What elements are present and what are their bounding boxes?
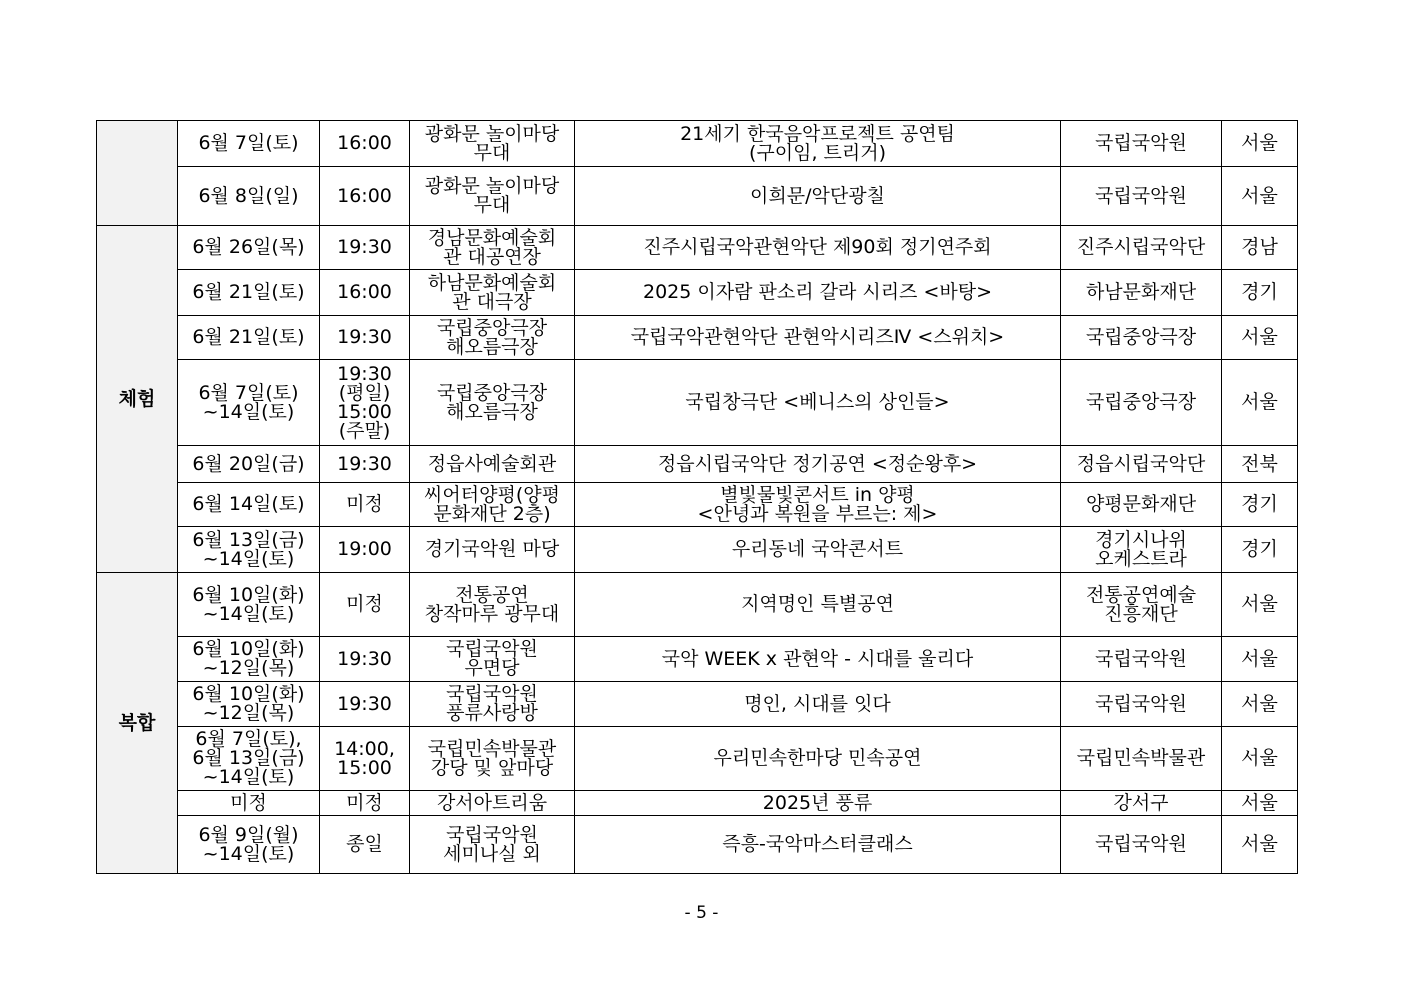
table-row <box>97 360 1298 446</box>
cell-line: (구이임, 트리거) <box>748 141 887 164</box>
cell-line: 무대 <box>473 141 511 164</box>
date-cell <box>178 527 320 573</box>
title-cell <box>575 483 1061 527</box>
title-cell <box>575 270 1061 316</box>
cell-line: 정읍시립국악단 <box>1076 452 1206 475</box>
region-cell: 서울 <box>1222 682 1298 727</box>
organizer-cell <box>1061 791 1222 816</box>
organizer-cell <box>1061 360 1222 446</box>
time-cell <box>320 727 410 791</box>
cell-line: 14:00, <box>334 737 395 760</box>
cell-line: 씨어터양평(양평 <box>424 483 560 506</box>
date-cell <box>178 226 320 270</box>
cell-line: 미정 <box>230 791 267 814</box>
table-row <box>97 727 1298 791</box>
cell-line: 관 대극장 <box>452 290 532 313</box>
cell-line: 6월 21일(토) <box>192 326 305 348</box>
cell-line: 6월 10일(화) <box>192 638 305 660</box>
cell-line: 국립민속박물관 <box>427 737 557 760</box>
cell-line: 19:30 <box>337 326 392 348</box>
time-cell <box>320 573 410 637</box>
date-cell <box>178 483 320 527</box>
cell-line: 하남문화예술회 <box>427 271 557 294</box>
title-cell <box>575 121 1061 167</box>
cell-line: 전통공연예술 <box>1085 583 1197 606</box>
organizer-cell <box>1061 527 1222 573</box>
table-row <box>97 816 1298 874</box>
venue-cell <box>410 637 575 682</box>
date-cell <box>178 446 320 483</box>
cell-line: 19:30 <box>337 452 392 475</box>
cell-line: 창작마루 광무대 <box>424 602 560 625</box>
cell-line: 미정 <box>346 791 383 814</box>
cell-line: (평일) <box>338 381 391 404</box>
organizer-cell <box>1061 816 1222 874</box>
cell-line: 우리민속한마당 민속공연 <box>713 747 922 769</box>
title-cell <box>575 573 1061 637</box>
event-schedule-table <box>96 120 1298 874</box>
cell-line: 국립국악원 <box>446 823 538 846</box>
venue-cell <box>410 527 575 573</box>
table-row <box>97 483 1298 527</box>
venue-cell <box>410 360 575 446</box>
date-cell <box>178 727 320 791</box>
venue-cell <box>410 682 575 727</box>
time-cell <box>320 637 410 682</box>
cell-line: 진주시립국악단 <box>1076 236 1206 258</box>
venue-cell <box>410 791 575 816</box>
cell-line: 강서구 <box>1113 791 1169 814</box>
time-cell <box>320 682 410 727</box>
venue-cell <box>410 270 575 316</box>
region-cell: 서울 <box>1222 167 1298 226</box>
time-cell <box>320 270 410 316</box>
cell-line: 즉흥-국악마스터클래스 <box>722 833 913 855</box>
title-cell <box>575 682 1061 727</box>
cell-line: ~14일(토) <box>202 766 295 788</box>
organizer-cell <box>1061 270 1222 316</box>
cell-line: 명인, 시대를 잇다 <box>744 692 891 715</box>
title-cell <box>575 527 1061 573</box>
time-cell <box>320 360 410 446</box>
organizer-cell <box>1061 226 1222 270</box>
cell-line: ~14일(토) <box>202 400 295 423</box>
region-cell: 서울 <box>1222 121 1298 167</box>
cell-line: 경기국악원 마당 <box>424 538 560 560</box>
table-row <box>97 573 1298 637</box>
region-cell: 서울 <box>1222 791 1298 816</box>
cell-line: 전통공연 <box>455 583 529 606</box>
cell-line: 우리동네 국악콘서트 <box>731 538 904 560</box>
cell-line: 광화문 놀이마당 <box>424 175 560 197</box>
cell-line: 관 대공연장 <box>443 245 541 268</box>
cell-line: 국립중앙극장 <box>1085 391 1197 413</box>
cell-line: 국립국악원 <box>1095 833 1187 855</box>
organizer-cell <box>1061 316 1222 360</box>
cell-line: 6월 10일(화) <box>192 683 305 705</box>
region-cell: 서울 <box>1222 637 1298 682</box>
cell-line: 국립중앙극장 <box>436 316 548 339</box>
cell-line: 세미나실 외 <box>443 842 541 865</box>
date-cell <box>178 637 320 682</box>
cell-line: 6월 7일(토), <box>195 728 302 750</box>
time-cell <box>320 121 410 167</box>
venue-cell <box>410 446 575 483</box>
table-row <box>97 226 1298 270</box>
table-row <box>97 791 1298 816</box>
cell-line: 19:30 <box>337 236 392 258</box>
table-row <box>97 682 1298 727</box>
cell-line: 6월 7일(토) <box>198 132 299 154</box>
cell-line: 국립국악원 <box>1095 132 1187 154</box>
cell-line: (주말) <box>338 419 391 442</box>
cell-line: 국립민속박물관 <box>1076 747 1206 769</box>
cell-line: 경남문화예술회 <box>427 226 557 249</box>
table-row <box>97 527 1298 573</box>
cell-line: 국립국악관현악단 관현악시리즈Ⅳ <스위치> <box>630 326 1005 348</box>
venue-cell <box>410 727 575 791</box>
category-cell: 체험 <box>97 226 178 573</box>
organizer-cell <box>1061 483 1222 527</box>
cell-line: 국립중앙극장 <box>436 381 548 404</box>
venue-cell <box>410 573 575 637</box>
title-cell <box>575 360 1061 446</box>
time-cell <box>320 483 410 527</box>
cell-line: 6월 7일(토) <box>198 381 299 404</box>
time-cell <box>320 167 410 226</box>
cell-line: 6월 9일(월) <box>198 823 299 846</box>
table-body <box>97 121 1298 874</box>
cell-line: 미정 <box>346 593 383 615</box>
title-cell <box>575 816 1061 874</box>
cell-line: ~14일(토) <box>202 842 295 865</box>
date-cell <box>178 816 320 874</box>
title-cell <box>575 226 1061 270</box>
title-cell <box>575 446 1061 483</box>
date-cell <box>178 682 320 727</box>
cell-line: 6월 13일(금) <box>192 747 305 769</box>
cell-line: 진흥재단 <box>1104 602 1178 625</box>
region-cell: 서울 <box>1222 816 1298 874</box>
cell-line: 6월 20일(금) <box>192 452 305 475</box>
table-row <box>97 316 1298 360</box>
venue-cell <box>410 226 575 270</box>
cell-line: 해오름극장 <box>446 335 538 358</box>
cell-line: 16:00 <box>337 281 392 303</box>
date-cell <box>178 167 320 226</box>
cell-line: 이희문/악단광칠 <box>750 184 885 207</box>
time-cell <box>320 316 410 360</box>
cell-line: 19:30 <box>337 647 392 670</box>
page-number: - 5 - <box>684 903 719 923</box>
time-cell <box>320 791 410 816</box>
time-cell <box>320 816 410 874</box>
organizer-cell <box>1061 727 1222 791</box>
cell-line: 정읍시립국악단 정기공연 <정순왕후> <box>657 452 978 475</box>
date-cell <box>178 316 320 360</box>
organizer-cell <box>1061 167 1222 226</box>
date-cell <box>178 270 320 316</box>
cell-line: 국립국악원 <box>1095 692 1187 715</box>
date-cell <box>178 121 320 167</box>
cell-line: 별빛물빛콘서트 in 양평 <box>720 483 915 506</box>
cell-line: 6월 26일(목) <box>192 236 305 258</box>
venue-cell <box>410 483 575 527</box>
organizer-cell <box>1061 682 1222 727</box>
organizer-cell <box>1061 121 1222 167</box>
venue-cell <box>410 121 575 167</box>
region-cell: 경기 <box>1222 270 1298 316</box>
region-cell: 경기 <box>1222 483 1298 527</box>
date-cell <box>178 791 320 816</box>
cell-line: 지역명인 특별공연 <box>741 593 894 615</box>
time-cell <box>320 446 410 483</box>
cell-line: 2025 이자람 판소리 갈라 시리즈 <바탕> <box>643 281 992 303</box>
cell-line: 종일 <box>346 833 383 855</box>
cell-line: 풍류사랑방 <box>446 702 538 724</box>
cell-line: <안녕과 복원을 부르는: 제> <box>697 502 938 525</box>
cell-line: ~12일(목) <box>202 702 295 724</box>
title-cell <box>575 316 1061 360</box>
title-cell <box>575 791 1061 816</box>
cell-line: 6월 8일(일) <box>198 184 299 207</box>
table-row <box>97 121 1298 167</box>
cell-line: 6월 10일(화) <box>192 583 305 606</box>
cell-line: 진주시립국악관현악단 제90회 정기연주회 <box>643 236 992 258</box>
cell-line: 우면당 <box>464 657 520 679</box>
time-cell <box>320 527 410 573</box>
region-cell: 서울 <box>1222 316 1298 360</box>
cell-line: 해오름극장 <box>446 400 538 423</box>
cell-line: 6월 13일(금) <box>192 528 305 551</box>
title-cell <box>575 167 1061 226</box>
cell-line: 19:30 <box>337 362 392 385</box>
title-cell <box>575 637 1061 682</box>
cell-line: 문화재단 2층) <box>433 502 551 525</box>
table-row <box>97 637 1298 682</box>
venue-cell <box>410 816 575 874</box>
table-row <box>97 270 1298 316</box>
cell-line: 21세기 한국음악프로젝트 공연팀 <box>680 122 955 145</box>
cell-line: 정읍사예술회관 <box>427 452 557 475</box>
cell-line: ~12일(목) <box>202 657 295 679</box>
cell-line: 광화문 놀이마당 <box>424 122 560 145</box>
cell-line: 6월 21일(토) <box>192 281 305 303</box>
venue-cell <box>410 167 575 226</box>
region-cell: 서울 <box>1222 727 1298 791</box>
cell-line: 19:30 <box>337 692 392 715</box>
region-cell: 경남 <box>1222 226 1298 270</box>
date-cell <box>178 573 320 637</box>
table-row <box>97 446 1298 483</box>
cell-line: 16:00 <box>337 184 392 207</box>
table-row <box>97 167 1298 226</box>
cell-line: 하남문화재단 <box>1085 281 1197 303</box>
time-cell <box>320 226 410 270</box>
cell-line: 강당 및 앞마당 <box>430 756 554 779</box>
cell-line: ~14일(토) <box>202 602 295 625</box>
category-cell <box>97 121 178 226</box>
cell-line: 16:00 <box>337 132 392 154</box>
cell-line: ~14일(토) <box>202 547 295 570</box>
region-cell: 경기 <box>1222 527 1298 573</box>
region-cell: 전북 <box>1222 446 1298 483</box>
cell-line: 6월 14일(토) <box>192 493 305 515</box>
cell-line: 국립중앙극장 <box>1085 326 1197 348</box>
cell-line: 국립창극단 <베니스의 상인들> <box>685 391 950 413</box>
cell-line: 오케스트라 <box>1095 547 1187 570</box>
cell-line: 경기시나위 <box>1095 528 1187 551</box>
cell-line: 국립국악원 <box>446 638 538 660</box>
cell-line: 국립국악원 <box>1095 647 1187 670</box>
cell-line: 강서아트리움 <box>436 791 548 814</box>
cell-line: 2025년 풍류 <box>762 791 873 814</box>
title-cell <box>575 727 1061 791</box>
cell-line: 국악 WEEK x 관현악 - 시대를 울리다 <box>661 647 974 670</box>
category-cell: 복합 <box>97 573 178 874</box>
region-cell: 서울 <box>1222 573 1298 637</box>
cell-line: 15:00 <box>337 400 392 423</box>
cell-line: 양평문화재단 <box>1085 493 1197 515</box>
cell-line: 국립국악원 <box>1095 184 1187 207</box>
venue-cell <box>410 316 575 360</box>
organizer-cell <box>1061 446 1222 483</box>
cell-line: 19:00 <box>337 538 392 560</box>
date-cell <box>178 360 320 446</box>
cell-line: 미정 <box>346 493 383 515</box>
cell-line: 무대 <box>473 194 511 216</box>
organizer-cell <box>1061 573 1222 637</box>
organizer-cell <box>1061 637 1222 682</box>
region-cell: 서울 <box>1222 360 1298 446</box>
cell-line: 15:00 <box>337 756 392 779</box>
cell-line: 국립국악원 <box>446 683 538 705</box>
